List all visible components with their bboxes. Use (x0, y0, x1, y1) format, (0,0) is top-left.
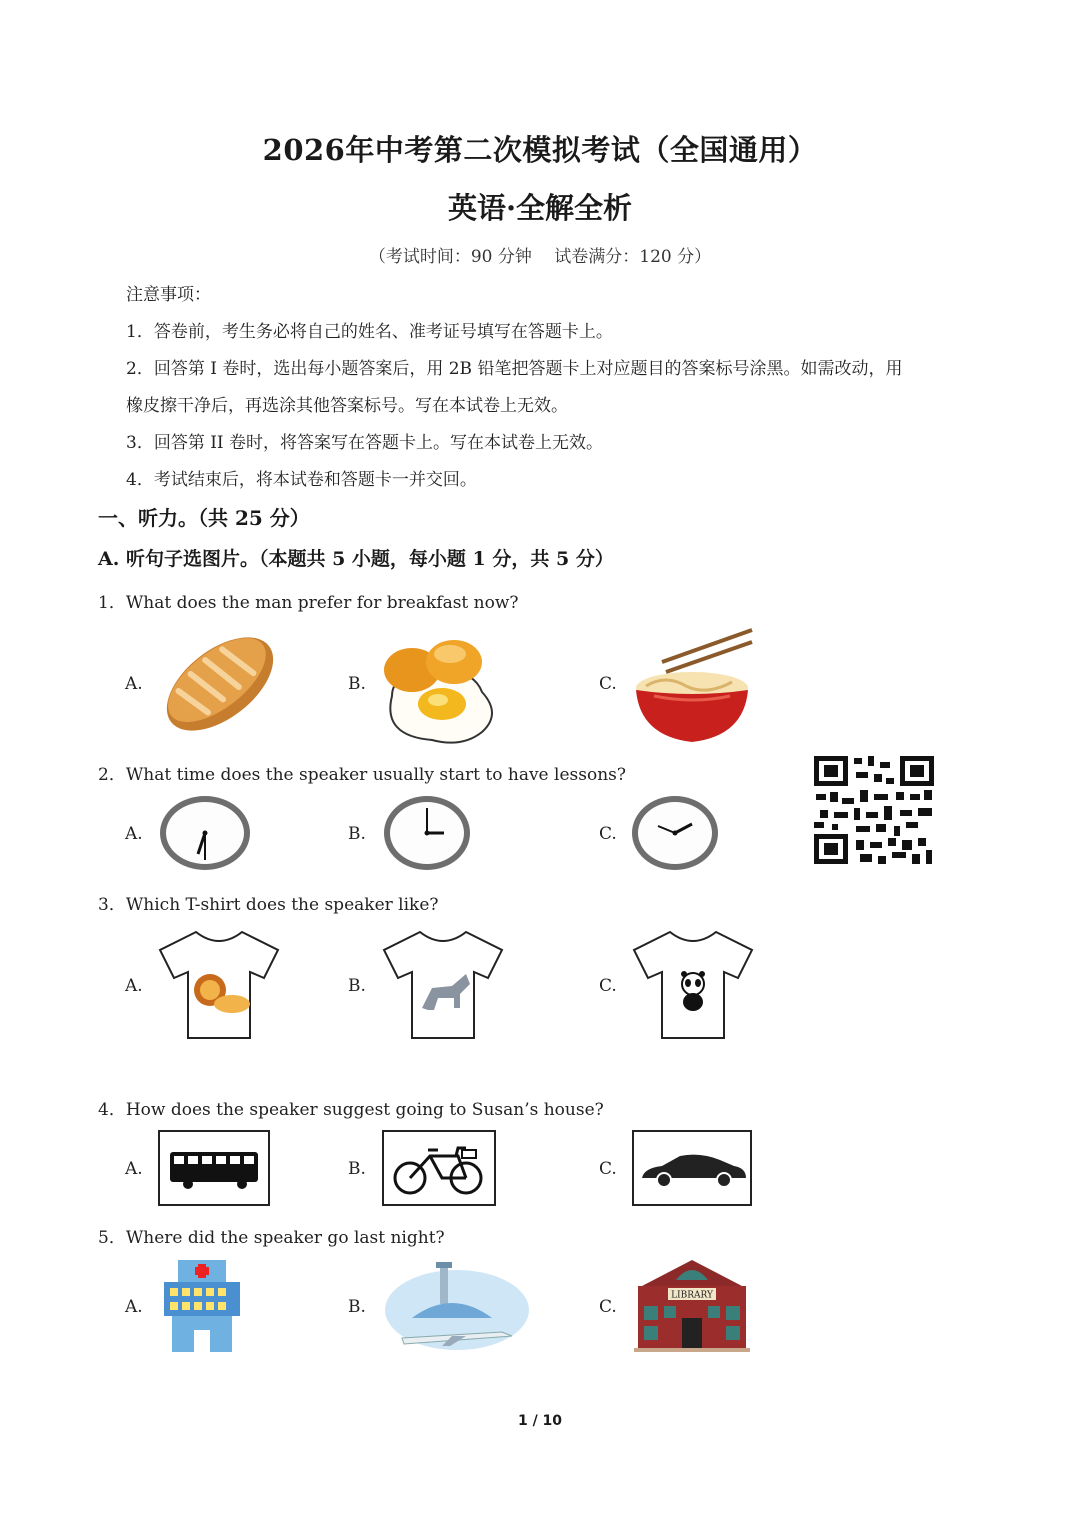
question-5: 5．Where did the speaker go last night? (98, 1228, 445, 1248)
page-number: 1 / 10 (517, 1413, 563, 1429)
exam-info: （考试时间：90 分钟 试卷满分：120 分） (368, 247, 712, 267)
exam-title: 2026年中考第二次模拟考试（全国通用） (262, 133, 818, 167)
airport-image (382, 1258, 532, 1354)
note-item: 2．回答第 I 卷时，选出每小题答案后，用 2B 铅笔把答题卡上对应题目的答案标号涂黑。如需改动，用 (126, 359, 903, 379)
option-label-a: A. (125, 1297, 143, 1317)
option-label-c: C. (599, 674, 617, 694)
exam-subtitle: 英语·全解全析 (447, 191, 633, 225)
option-label-b: B. (348, 976, 366, 996)
option-label-b: B. (348, 1297, 366, 1317)
notes-heading: 注意事项： (126, 285, 211, 305)
question-3: 3．Which T-shirt does the speaker like? (98, 895, 439, 915)
tshirt-panda-image (632, 928, 754, 1040)
section-title: 一、听力。（共 25 分） (98, 506, 310, 530)
library-image (632, 1256, 752, 1354)
option-label-a: A. (125, 1159, 143, 1179)
clock-icon (630, 794, 720, 872)
option-label-a: A. (125, 976, 143, 996)
note-item: 橡皮擦干净后，再选涂其他答案标号。写在本试卷上无效。 (126, 396, 568, 416)
car-image (632, 1130, 752, 1206)
hospital-image (160, 1258, 244, 1354)
option-label-a: A. (125, 824, 143, 844)
option-label-a: A. (125, 674, 143, 694)
option-label-c: C. (599, 1159, 617, 1179)
note-item: 3．回答第 II 卷时，将答案写在答题卡上。写在本试卷上无效。 (126, 433, 604, 453)
qr-code (812, 754, 936, 866)
option-label-b: B. (348, 674, 366, 694)
question-1: 1．What does the man prefer for breakfast now? (98, 593, 519, 613)
question-2: 2．What time does the speaker usually start to have lessons? (98, 765, 626, 785)
tshirt-lion-image (158, 928, 280, 1040)
buns-and-egg-image (382, 626, 498, 744)
option-label-c: C. (599, 824, 617, 844)
option-label-c: C. (599, 1297, 617, 1317)
clock-icon (382, 794, 472, 872)
clock-icon (158, 794, 252, 872)
bus-image (158, 1130, 270, 1206)
note-item: 1．答卷前，考生务必将自己的姓名、准考证号填写在答题卡上。 (126, 322, 613, 342)
option-label-b: B. (348, 1159, 366, 1179)
bicycle-image (382, 1130, 496, 1206)
library-sign: LIBRARY (671, 1290, 713, 1301)
tshirt-wolf-image (382, 928, 504, 1040)
note-item: 4．考试结束后，将本试卷和答题卡一并交回。 (126, 470, 477, 490)
option-label-b: B. (348, 824, 366, 844)
bread-loaf-image (158, 624, 282, 744)
option-label-c: C. (599, 976, 617, 996)
part-a-title: A. 听句子选图片。（本题共 5 小题，每小题 1 分，共 5 分） (98, 548, 614, 570)
question-4: 4．How does the speaker suggest going to Susan’s house? (98, 1100, 604, 1120)
noodle-bowl-image (632, 626, 754, 744)
